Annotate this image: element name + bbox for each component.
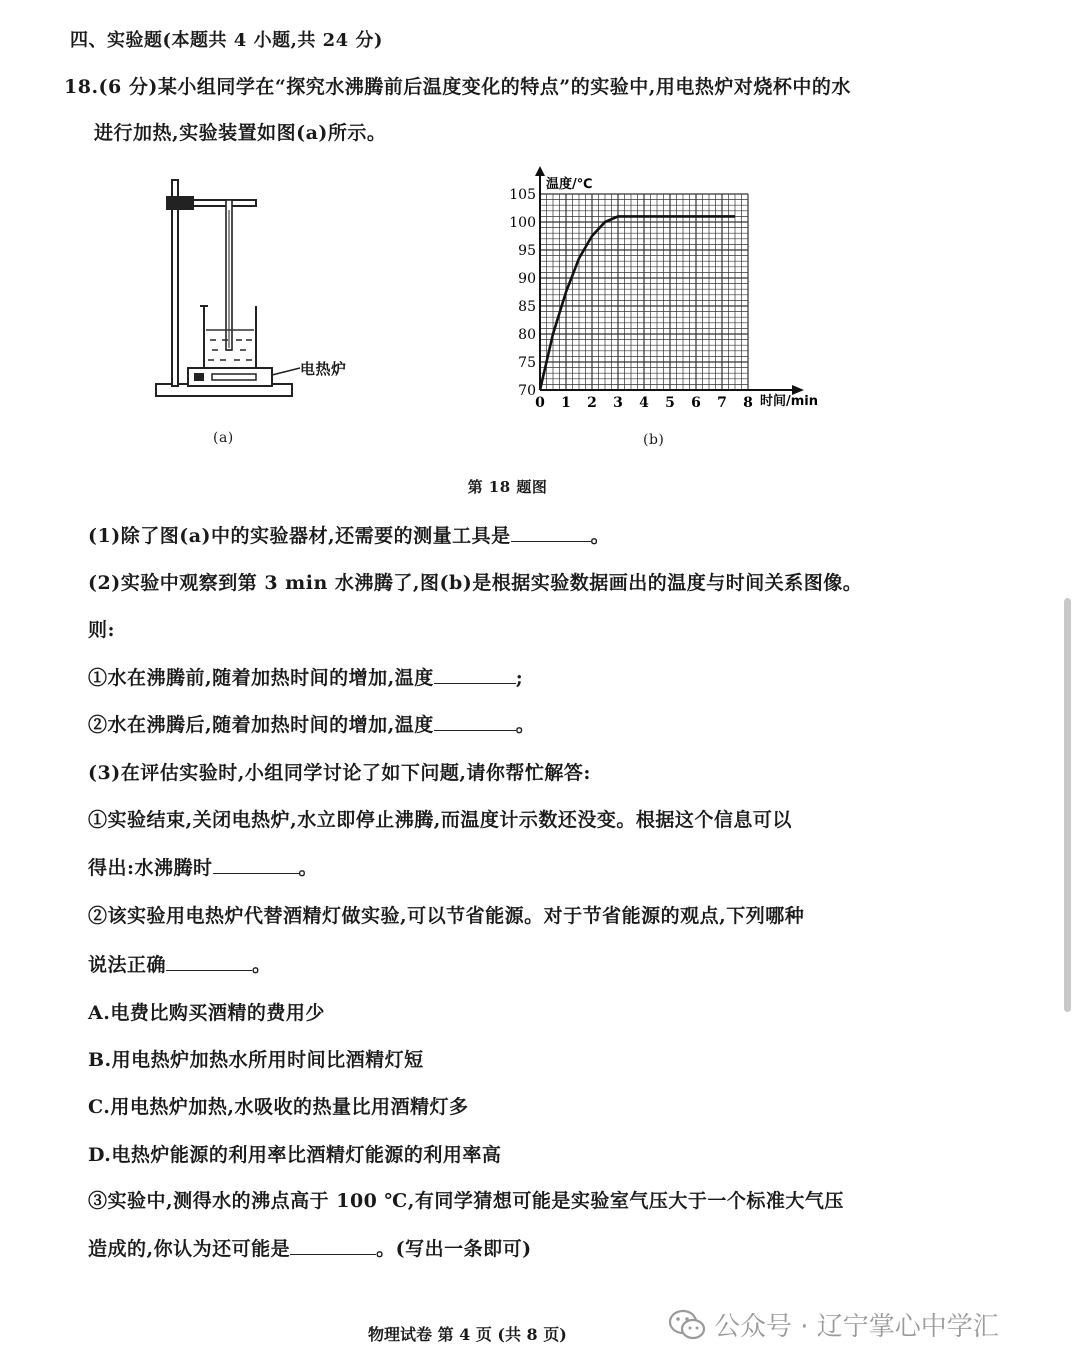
x-tick-label: 4 — [639, 395, 649, 411]
x-tick-label: 3 — [613, 395, 623, 411]
part-3-1-text: 得出:水沸腾时 — [88, 857, 213, 879]
x-tick-labels — [535, 395, 753, 411]
option-b: B.用电热炉加热水所用时间比酒精灯短 — [88, 1049, 424, 1071]
part-3-3-end: 。(写出一条即可) — [376, 1238, 532, 1260]
y-tick-label: 95 — [518, 243, 536, 259]
y-axis-arrow — [535, 166, 545, 176]
part-2-line1: (2)实验中观察到第 3 min 水沸腾了,图(b)是根据实验数据画出的温度与时间关系图像。 — [88, 572, 863, 594]
answer-blank-2-2[interactable] — [434, 712, 516, 731]
figure-a-label: (a) — [213, 430, 234, 446]
x-tick-label: 7 — [717, 395, 727, 411]
figure-caption: 第 18 题图 — [467, 478, 548, 496]
part-2-2-end: 。 — [515, 714, 536, 736]
y-tick-label: 105 — [509, 187, 536, 203]
option-d: D.电热炉能源的利用率比酒精灯能源的利用率高 — [88, 1144, 502, 1166]
y-tick-labels — [509, 187, 536, 399]
y-tick-label: 75 — [518, 355, 536, 371]
x-tick-label: 6 — [691, 395, 701, 411]
temperature-time-chart — [500, 160, 840, 420]
watermark-text: 公众号 · 辽宁掌心中学汇 — [714, 1312, 999, 1342]
figure-b-label: (b) — [643, 432, 665, 448]
part-2-line2: 则: — [88, 619, 116, 641]
x-tick-label: 2 — [587, 395, 597, 411]
x-tick-label: 8 — [743, 395, 753, 411]
section-heading: 四、实验题(本题共 4 小题,共 24 分) — [70, 30, 383, 51]
part-3-2-text: 说法正确 — [88, 954, 167, 976]
part-3-2-line1: ②该实验用电热炉代替酒精灯做实验,可以节省能源。对于节省能源的观点,下列哪种 — [88, 905, 805, 927]
part-3-3-line2 — [88, 1234, 532, 1261]
part-3-3-line1: ③实验中,测得水的沸点高于 100 ℃,有同学猜想可能是实验室气压大于一个标准大气压 — [88, 1190, 844, 1212]
option-a: A.电费比购买酒精的费用少 — [88, 1002, 325, 1024]
part-1 — [88, 521, 610, 548]
y-tick-label: 70 — [518, 383, 536, 399]
y-axis-label: 温度/℃ — [546, 177, 593, 192]
x-tick-label: 0 — [535, 395, 545, 411]
part-1-end: 。 — [590, 525, 611, 547]
part-3-1-line2 — [88, 853, 318, 880]
question-intro-line2: 进行加热,实验装置如图(a)所示。 — [94, 122, 387, 144]
chart-grid — [540, 194, 748, 390]
answer-blank-3-2[interactable] — [166, 952, 252, 971]
stand-rod — [172, 180, 178, 386]
heater-label: 电热炉 — [300, 360, 347, 378]
x-tick-label: 5 — [665, 395, 675, 411]
part-3-intro: (3)在评估实验时,小组同学讨论了如下问题,请你帮忙解答: — [88, 762, 591, 784]
question-intro-line1: 18.(6 分)某小组同学在“探究水沸腾前后温度变化的特点”的实验中,用电热炉对烧杯中的水 — [64, 76, 851, 98]
x-tick-label: 1 — [561, 395, 571, 411]
y-tick-label: 85 — [518, 299, 536, 315]
y-tick-label: 80 — [518, 327, 536, 343]
heater-pointer — [272, 368, 300, 375]
part-3-2-line2 — [88, 950, 272, 977]
part-2-1-text: ①水在沸腾前,随着加热时间的增加,温度 — [88, 667, 434, 689]
part-2-1-end: ; — [515, 667, 524, 689]
wechat-icon — [668, 1308, 706, 1342]
answer-blank-3-1[interactable] — [213, 855, 299, 874]
part-3-2-end: 。 — [252, 954, 272, 976]
answer-blank-1[interactable] — [511, 523, 591, 542]
answer-blank-3-3[interactable] — [290, 1236, 376, 1255]
answer-blank-2-1[interactable] — [434, 665, 516, 684]
part-3-3-text: 造成的,你认为还可能是 — [88, 1238, 291, 1260]
part-2-2-text: ②水在沸腾后,随着加热时间的增加,温度 — [88, 714, 434, 736]
y-tick-label: 90 — [518, 271, 536, 287]
part-3-1-end: 。 — [298, 857, 319, 879]
clamp-block — [166, 196, 194, 210]
part-2-1 — [88, 663, 523, 690]
scrollbar[interactable] — [1064, 598, 1071, 1012]
page-footer: 物理试卷 第 4 页 (共 8 页) — [368, 1325, 567, 1344]
part-2-2 — [88, 710, 535, 737]
part-3-1-line1: ①实验结束,关闭电热炉,水立即停止沸腾,而温度计示数还没变。根据这个信息可以 — [88, 809, 792, 831]
x-axis-label: 时间/min — [760, 394, 819, 409]
watermark — [668, 1306, 999, 1343]
y-tick-label: 100 — [509, 215, 536, 231]
part-1-text: (1)除了图(a)中的实验器材,还需要的测量工具是 — [88, 525, 511, 547]
option-c: C.用电热炉加热,水吸收的热量比用酒精灯多 — [88, 1096, 469, 1118]
